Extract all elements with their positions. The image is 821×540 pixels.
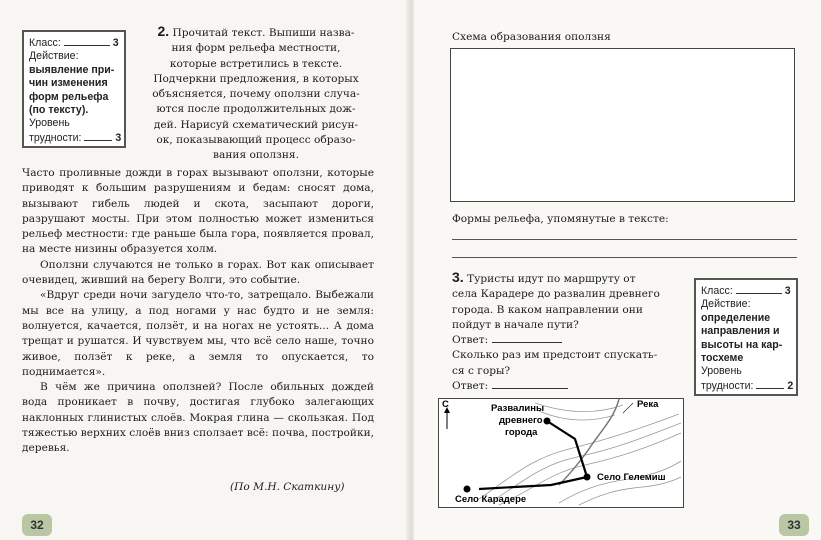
action-line: (по тексту). bbox=[29, 104, 89, 117]
action-line: выявление при- bbox=[29, 63, 115, 76]
level-label: Уровень bbox=[29, 117, 70, 130]
info-box-task-2 bbox=[22, 30, 126, 148]
right-page bbox=[414, 0, 821, 540]
level-label: Уровень bbox=[701, 365, 742, 378]
task-number: 3. bbox=[452, 269, 464, 285]
level-value: 3 bbox=[115, 131, 122, 144]
north-label: С bbox=[442, 399, 449, 410]
task-number: 2. bbox=[157, 23, 170, 39]
action-label: Действие: bbox=[701, 298, 751, 311]
answer-line[interactable] bbox=[452, 257, 797, 258]
answer-blank[interactable] bbox=[492, 333, 562, 343]
info-box-task-3 bbox=[694, 278, 798, 396]
left-page bbox=[0, 0, 408, 540]
question-line: села Карадере до развалин древнего bbox=[452, 288, 660, 301]
paragraph: Оползни случаются не только в горах. Вот как описывает очевидец, живший на берегу Волги, это событие. bbox=[22, 258, 374, 287]
ruins-label: древнего bbox=[499, 415, 543, 426]
page-number: 32 bbox=[22, 514, 52, 536]
question-line: ся с горы? bbox=[452, 364, 511, 377]
ruins-label: города bbox=[505, 427, 538, 438]
forms-label: Формы рельефа, упомянутые в тексте: bbox=[452, 213, 669, 225]
question-line: Туристы идут по маршруту от bbox=[467, 273, 636, 285]
instruction-line: ния форм рельефа местности, bbox=[171, 42, 341, 55]
task-2-instruction bbox=[138, 24, 374, 164]
answer-label: Ответ: bbox=[452, 334, 489, 347]
class-label: Класс: bbox=[29, 37, 61, 49]
class-label: Класс: bbox=[701, 285, 733, 297]
answer-blank[interactable] bbox=[492, 379, 568, 389]
instruction-line: ок, показывающий процесс образо- bbox=[156, 134, 356, 147]
action-line: высоты на кар- bbox=[701, 338, 783, 351]
paragraph: «Вдруг среди ночи загудело что-то, затрещало. Выбежали мы все на улицу, а под ногами у нас будто и не земля: волнуется, качается, ползёт, и на ногах не устоять... А дома трещат и рушатся. И чувствуем мы, что всё село наше, точно живое, ползёт к реке, а земля то опускается, то поднимается». bbox=[22, 289, 374, 378]
answer-line[interactable] bbox=[452, 239, 797, 240]
drawing-area[interactable] bbox=[450, 48, 795, 202]
map-drawing bbox=[439, 399, 683, 507]
source-citation: (По М.Н. Скаткину) bbox=[230, 481, 345, 493]
karadere-label: Село Карадере bbox=[455, 494, 527, 505]
action-line: направления и bbox=[701, 325, 780, 338]
reading-text bbox=[22, 166, 374, 457]
answer-label: Ответ: bbox=[452, 380, 489, 393]
gelemish-label: Село Гелемиш bbox=[597, 472, 666, 483]
question-line: пойдут в начале пути? bbox=[452, 318, 579, 331]
action-line: тосхеме bbox=[701, 352, 744, 365]
action-line: определение bbox=[701, 311, 771, 324]
action-label: Действие: bbox=[29, 50, 79, 63]
instruction-line: объясняется, почему оползни случа- bbox=[152, 88, 360, 101]
action-line: форм рельефа bbox=[29, 90, 109, 103]
level-value: 2 bbox=[787, 379, 794, 392]
level-label: трудности: bbox=[701, 379, 754, 392]
page-number: 33 bbox=[779, 514, 809, 536]
instruction-line: которые встретились в тексте. bbox=[169, 57, 343, 70]
paragraph: Часто проливные дожди в горах вызывают оползни, которые приводят к большим разрушениям и бедам: сносят дома, вызывают гибель людей и скота, засыпают дороги, разрушают мосты. При этом полностью может измениться рельеф местности: где раньше была гора, появляется провал, на месте низины образуется холм. bbox=[22, 167, 374, 256]
action-line: чин изменения bbox=[29, 77, 108, 90]
paragraph: В чём же причина оползней? После обильных дождей вода проникает в почву, достигая глубоко залегающих наклонных глинистых слоёв. Мокрая глина — скользкая. Под тяжестью верхних слоёв вниз сползает всё: почва, постройки, деревья. bbox=[22, 381, 374, 455]
task-3-question bbox=[452, 270, 690, 394]
route-map bbox=[438, 398, 684, 508]
level-label: трудности: bbox=[29, 131, 82, 144]
river-label: Река bbox=[637, 399, 659, 410]
instruction-line: ются после продолжительных дож- bbox=[156, 103, 356, 116]
karadere-marker bbox=[464, 486, 471, 493]
schema-title: Схема образования оползня bbox=[452, 31, 611, 43]
route-to-ruins bbox=[547, 421, 587, 477]
instruction-line: Прочитай текст. Выпиши назва- bbox=[172, 27, 355, 39]
instruction-line: Подчеркни предложения, в которых bbox=[153, 72, 359, 85]
ruins-label: Развалины bbox=[491, 403, 545, 414]
ruins-marker bbox=[544, 418, 551, 425]
class-value: 3 bbox=[784, 285, 791, 297]
instruction-line: дей. Нарисуй схематический рисун- bbox=[153, 118, 359, 131]
instruction-line: вания оползня. bbox=[213, 149, 299, 162]
question-line: Сколько раз им предстоит спускать- bbox=[452, 349, 658, 362]
class-value: 3 bbox=[112, 37, 119, 49]
question-line: города. В каком направлении они bbox=[452, 303, 643, 316]
gelemish-marker bbox=[584, 474, 591, 481]
